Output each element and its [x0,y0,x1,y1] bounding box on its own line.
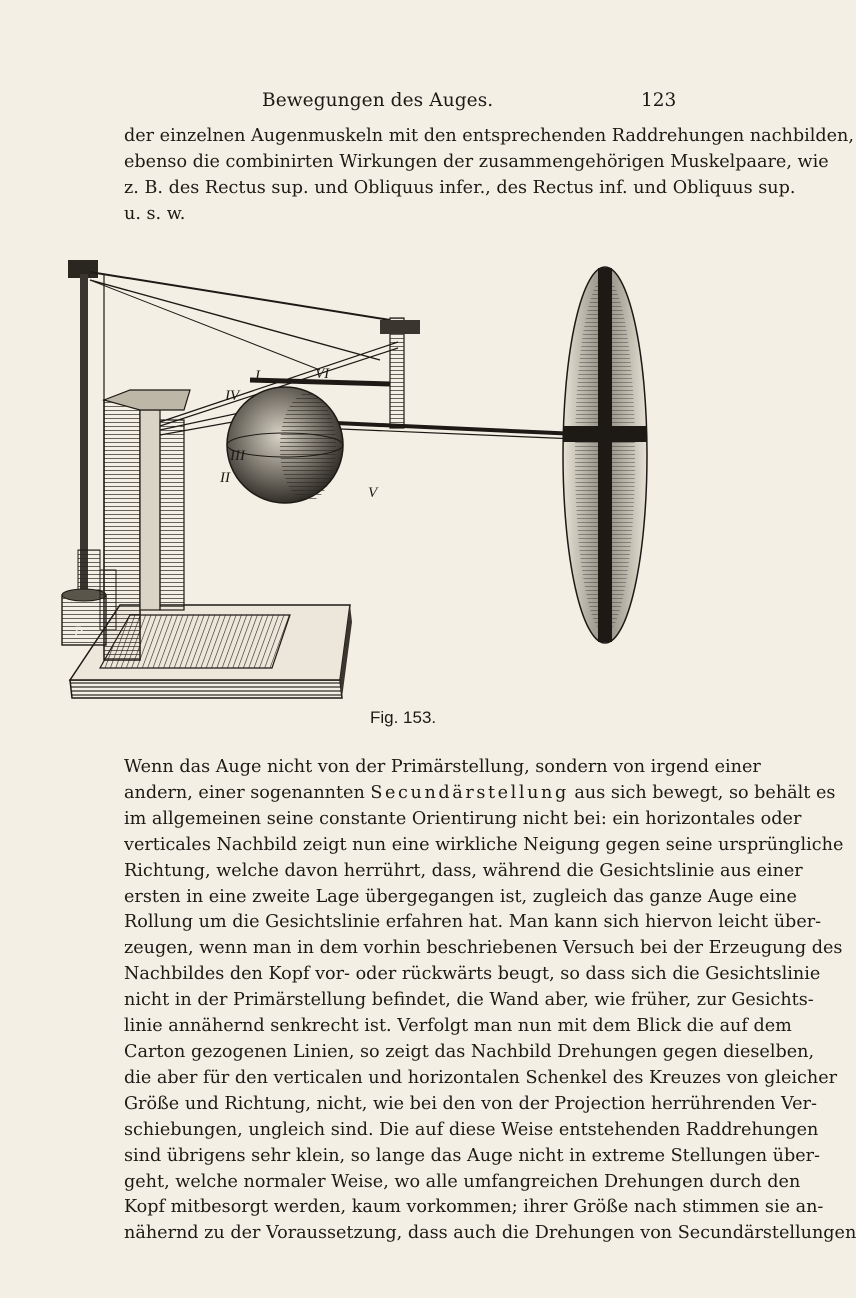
body-paragraph [124,755,856,1247]
label-iii: III [230,448,245,464]
intro-paragraph [124,124,854,228]
text-line: Nachbildes den Kopf vor- oder rückwärts beugt, so dass sich die Gesichtslinie [124,964,821,985]
eyeball-model [227,387,343,503]
text-line: der einzelnen Augenmuskeln mit den entsprechenden Raddrehungen nachbilden, [124,126,854,146]
text-line: Carton gezogenen Linien, so zeigt das Nachbild Drehungen gegen dieselben, [124,1041,815,1062]
text-line: ebenso die combinirten Wirkungen der zusammengehörigen Muskelpaare, wie [124,151,829,172]
label-iv: IV [225,388,240,404]
label-vi: VI [315,366,330,382]
text-line [124,781,836,807]
text-line: sind übrigens sehr klein, so lange das Auge nicht in extreme Stellungen über- [124,1145,821,1166]
ophthalmotrope-illustration [60,250,670,702]
text-line: Richtung, welche davon herrührt, dass, während die Gesichtslinie aus einer [124,860,803,881]
text-line: geht, welche normaler Weise, wo alle umfangreichen Drehungen durch den [124,1171,801,1192]
label-ii: II [220,470,230,486]
text-line: nähernd zu der Voraussetzung, dass auch die Drehungen von Secundärstellungen [124,1223,856,1244]
figure-caption: Fig. 153. [370,708,437,727]
label-p: P [74,624,84,640]
text-line: z. B. des Rectus sup. und Obliquus infer., des Rectus inf. und Obliquus sup. [124,177,796,198]
text-line: im allgemeinen seine constante Orientirung nicht bei: ein horizontales oder [124,808,802,829]
text-line: Wenn das Auge nicht von der Primärstellung, sondern von irgend einer [124,757,761,777]
spaced-term: Secundärstellung [370,782,569,803]
text-segment: andern, einer sogenannten [124,782,371,803]
text-line: zeugen, wenn man in dem vorhin beschriebenen Versuch bei der Erzeugung des [124,938,843,959]
text-line: ersten in eine zweite Lage übergegangen ist, zugleich das ganze Auge eine [124,886,797,907]
text-line: nicht in der Primärstellung befindet, die Wand aber, wie früher, zur Gesichts- [124,990,814,1011]
text-line: die aber für den verticalen und horizontalen Schenkel des Kreuzes von gleicher [124,1067,838,1088]
label-v: V [368,485,378,501]
page-number: 123 [641,90,677,111]
text-line: Kopf mitbesorgt werden, kaum vorkommen; ihrer Größe nach stimmen sie an- [124,1197,824,1218]
text-line: schiebungen, ungleich sind. Die auf diese Weise entstehenden Raddrehungen [124,1119,819,1140]
projection-disk [563,267,647,643]
text-line: u. s. w. [124,203,186,224]
text-line: Rollung um die Gesichtslinie erfahren hat. Man kann sich hiervon leicht über- [124,912,822,933]
running-title: Bewegungen des Auges. [262,90,494,111]
label-i: I [255,368,260,384]
text-line: verticales Nachbild zeigt nun eine wirkliche Neigung gegen seine ursprüngliche [124,834,844,855]
running-header [0,90,800,120]
text-line: Größe und Richtung, nicht, wie bei den von der Projection herrührenden Ver- [124,1093,817,1114]
text-segment: aus sich bewegt, so behält es [568,782,836,803]
text-line: linie annähernd senkrecht ist. Verfolgt man nun mit dem Blick die auf dem [124,1016,792,1037]
